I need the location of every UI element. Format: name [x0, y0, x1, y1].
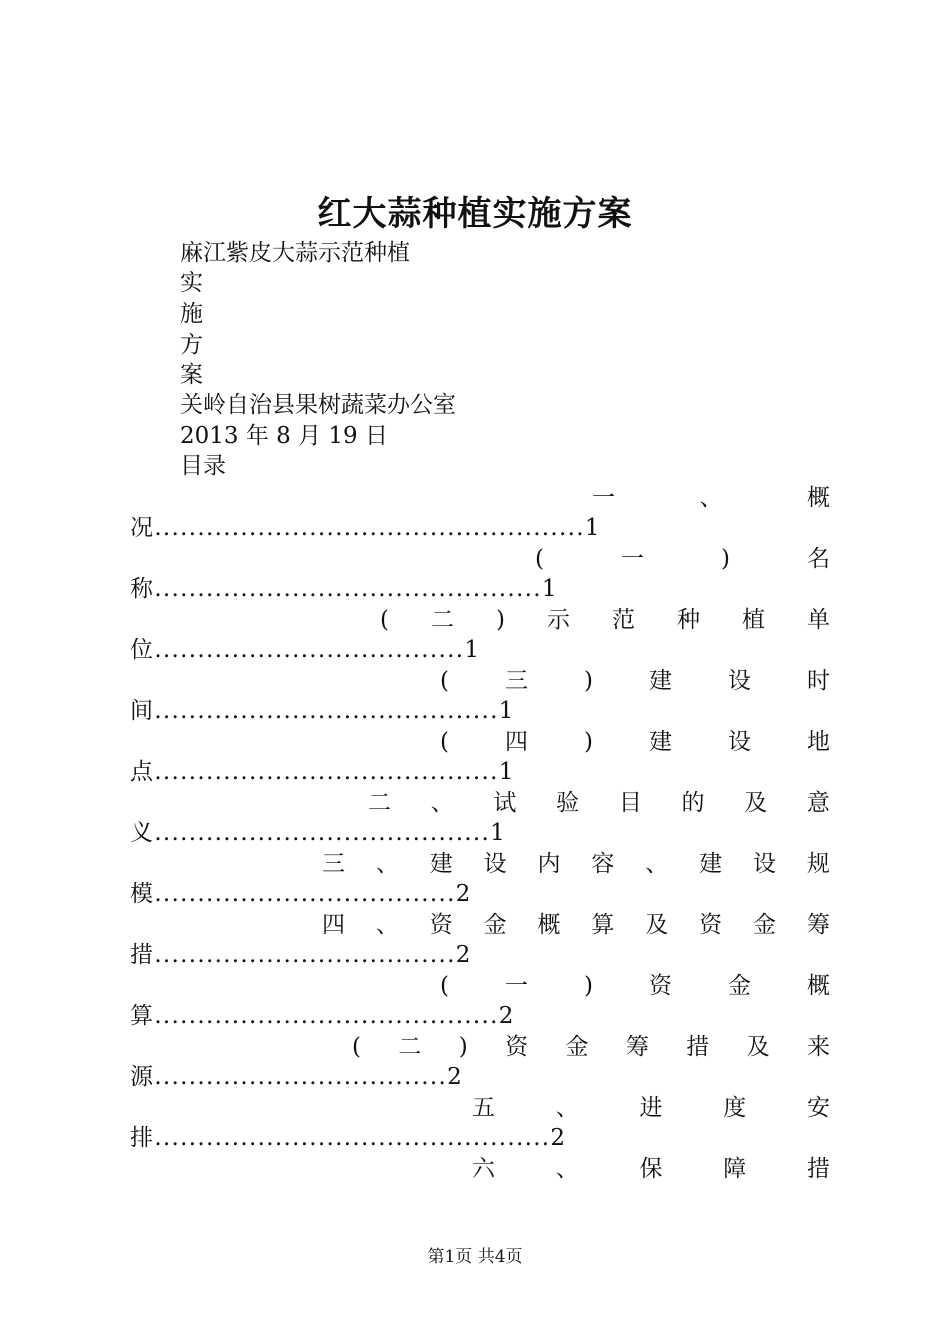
toc-tail-char: 源 — [130, 1064, 155, 1090]
toc-heading-char: 资 — [505, 1034, 529, 1060]
toc-dot-leader: ........................................ — [154, 1003, 499, 1029]
toc-tail-char: 点 — [130, 759, 155, 785]
toc-heading-char: ) — [583, 729, 593, 755]
toc-page-number: 1 — [498, 698, 515, 724]
toc-entry-leader — [130, 1001, 515, 1031]
toc-page-number: 1 — [490, 820, 507, 846]
toc-heading-char: 设 — [727, 668, 751, 694]
toc-dot-leader: .................................................. — [154, 515, 585, 541]
toc-heading-char: 资 — [699, 912, 723, 938]
toc-heading-char: 建 — [648, 729, 672, 755]
toc-heading-char: 建 — [699, 851, 723, 877]
toc-heading-char: 算 — [591, 912, 615, 938]
toc-heading-char: 三 — [322, 851, 345, 877]
toc-entry-leader — [130, 635, 480, 665]
toc-heading-char: 六 — [472, 1156, 495, 1182]
toc-heading-char: 安 — [807, 1095, 830, 1121]
toc-heading-char: 设 — [753, 851, 776, 877]
toc-heading-char: 二 — [398, 1034, 422, 1060]
toc-dot-leader: .................................. — [154, 1064, 448, 1090]
toc-page-number: 1 — [498, 759, 515, 785]
toc-heading-char: ( — [440, 973, 449, 999]
toc-heading-char: ( — [535, 546, 544, 572]
toc-entry-leader — [130, 696, 515, 726]
toc-heading-char: 一 — [504, 973, 528, 999]
toc-dot-leader: ................................... — [154, 881, 456, 907]
intro-line: 案 — [180, 362, 203, 388]
toc-tail-char: 间 — [130, 698, 155, 724]
toc-heading-char: 概 — [807, 485, 830, 511]
toc-dot-leader: .................................... — [154, 637, 465, 663]
toc-dot-leader: ........................................ — [154, 698, 499, 724]
toc-heading-char: 二 — [368, 790, 391, 816]
toc-heading-char: 措 — [686, 1034, 710, 1060]
toc-heading-char: 验 — [556, 790, 580, 816]
toc-dot-leader: ................................... — [154, 942, 456, 968]
toc-heading-char: 名 — [806, 546, 830, 572]
toc-heading-char: ( — [352, 1034, 361, 1060]
toc-heading-char: 一 — [620, 546, 644, 572]
toc-heading-char: 、 — [375, 851, 399, 877]
toc-entry-heading — [592, 483, 830, 513]
toc-heading-char: 、 — [430, 790, 454, 816]
intro-line: 施 — [180, 301, 203, 327]
toc-entry-heading — [440, 727, 830, 757]
toc-heading-char: 及 — [744, 790, 768, 816]
toc-heading-char: 、 — [555, 1095, 579, 1121]
toc-entry-leader — [130, 574, 558, 604]
toc-heading-char: 进 — [639, 1095, 663, 1121]
toc-heading-char: 规 — [806, 851, 830, 877]
toc-entry-leader — [130, 940, 472, 970]
toc-tail-char: 算 — [130, 1003, 155, 1029]
toc-entry-heading — [440, 666, 830, 696]
toc-heading-char: 金 — [727, 973, 751, 999]
toc-heading-char: 设 — [727, 729, 751, 755]
toc-heading-char: 概 — [537, 912, 561, 938]
toc-heading-char: 容 — [591, 851, 615, 877]
toc-page-number: 1 — [464, 637, 481, 663]
toc-entry-heading — [472, 1154, 830, 1184]
toc-tail-char: 排 — [130, 1125, 155, 1151]
toc-heading-char: 设 — [483, 851, 507, 877]
toc-heading-char: 种 — [676, 607, 700, 633]
toc-heading-char: 金 — [753, 912, 776, 938]
toc-heading-char: 、 — [699, 485, 723, 511]
intro-line: 目录 — [180, 453, 226, 479]
toc-heading-char: 三 — [504, 668, 528, 694]
toc-heading-char: 障 — [723, 1156, 747, 1182]
toc-dot-leader: ............................................. — [154, 576, 542, 602]
toc-entry-heading — [535, 544, 830, 574]
toc-tail-char: 措 — [130, 942, 155, 968]
toc-heading-char: 保 — [639, 1156, 663, 1182]
toc-entry-heading — [352, 1032, 830, 1062]
toc-heading-char: 度 — [723, 1095, 747, 1121]
toc-tail-char: 况 — [130, 515, 155, 541]
intro-line: 实 — [180, 270, 203, 296]
toc-heading-char: 筹 — [806, 912, 830, 938]
toc-heading-char: 措 — [807, 1156, 830, 1182]
toc-heading-char: 概 — [806, 973, 830, 999]
toc-entry-leader — [130, 757, 515, 787]
toc-tail-char: 义 — [130, 820, 155, 846]
toc-tail-char: 称 — [130, 576, 155, 602]
toc-dot-leader: .............................................. — [154, 1125, 551, 1151]
intro-line: 方 — [180, 332, 203, 358]
toc-heading-char: 二 — [430, 607, 454, 633]
toc-heading-char: ) — [583, 668, 593, 694]
toc-entry-leader — [130, 1123, 566, 1153]
toc-heading-char: 范 — [611, 607, 635, 633]
toc-heading-char: 来 — [806, 1034, 830, 1060]
intro-line: 2013 年 8 月 19 日 — [180, 423, 388, 449]
toc-entry-heading — [440, 971, 830, 1001]
toc-heading-char: ( — [380, 607, 389, 633]
toc-page-number: 1 — [541, 576, 558, 602]
toc-heading-char: 、 — [555, 1156, 579, 1182]
toc-entry-heading — [472, 1093, 830, 1123]
toc-heading-char: 资 — [429, 912, 453, 938]
page-footer: 第1页 共4页 — [427, 1247, 523, 1267]
toc-heading-char: ) — [720, 546, 730, 572]
toc-entry-heading — [368, 788, 830, 818]
toc-entry-leader — [130, 818, 506, 848]
toc-heading-char: 及 — [645, 912, 669, 938]
toc-entry-leader — [130, 1062, 463, 1092]
document-title: 红大蒜种植实施方案 — [317, 194, 633, 234]
toc-heading-char: 及 — [746, 1034, 770, 1060]
toc-page-number: 2 — [498, 1003, 515, 1029]
toc-heading-char: 单 — [806, 607, 830, 633]
toc-heading-char: 时 — [806, 668, 830, 694]
toc-heading-char: 植 — [741, 607, 765, 633]
toc-entry-heading — [322, 910, 830, 940]
toc-heading-char: 内 — [537, 851, 561, 877]
toc-page-number: 2 — [455, 881, 472, 907]
toc-page-number: 2 — [447, 1064, 464, 1090]
toc-entry-leader — [130, 513, 601, 543]
toc-heading-char: 地 — [806, 729, 830, 755]
toc-dot-leader: ....................................... — [154, 820, 491, 846]
toc-page-number: 2 — [455, 942, 472, 968]
toc-heading-char: ) — [495, 607, 505, 633]
toc-heading-char: 一 — [592, 485, 615, 511]
toc-entry-heading — [322, 849, 830, 879]
toc-heading-char: 五 — [472, 1095, 495, 1121]
toc-heading-char: 试 — [493, 790, 517, 816]
toc-page-number: 2 — [550, 1125, 567, 1151]
intro-line: 关岭自治县果树蔬菜办公室 — [180, 392, 456, 418]
toc-heading-char: ) — [583, 973, 593, 999]
toc-heading-char: 的 — [681, 790, 705, 816]
toc-dot-leader: ........................................ — [154, 759, 499, 785]
toc-tail-char: 位 — [130, 637, 155, 663]
toc-heading-char: 金 — [483, 912, 507, 938]
toc-page-number: 1 — [584, 515, 601, 541]
toc-heading-char: 金 — [565, 1034, 589, 1060]
toc-heading-char: 四 — [504, 729, 528, 755]
toc-entry-heading — [380, 605, 830, 635]
toc-heading-char: 建 — [429, 851, 453, 877]
intro-line: 麻江紫皮大蒜示范种植 — [180, 240, 410, 266]
toc-heading-char: 示 — [546, 607, 570, 633]
toc-entry-leader — [130, 879, 472, 909]
toc-heading-char: 筹 — [625, 1034, 649, 1060]
toc-heading-char: 目 — [618, 790, 642, 816]
toc-heading-char: 意 — [806, 790, 830, 816]
toc-heading-char: ( — [440, 729, 449, 755]
toc-heading-char: 、 — [375, 912, 399, 938]
toc-heading-char: 四 — [322, 912, 345, 938]
toc-heading-char: 、 — [645, 851, 669, 877]
toc-heading-char: 资 — [648, 973, 672, 999]
toc-tail-char: 模 — [130, 881, 155, 907]
toc-heading-char: ) — [458, 1034, 468, 1060]
toc-heading-char: ( — [440, 668, 449, 694]
toc-heading-char: 建 — [648, 668, 672, 694]
